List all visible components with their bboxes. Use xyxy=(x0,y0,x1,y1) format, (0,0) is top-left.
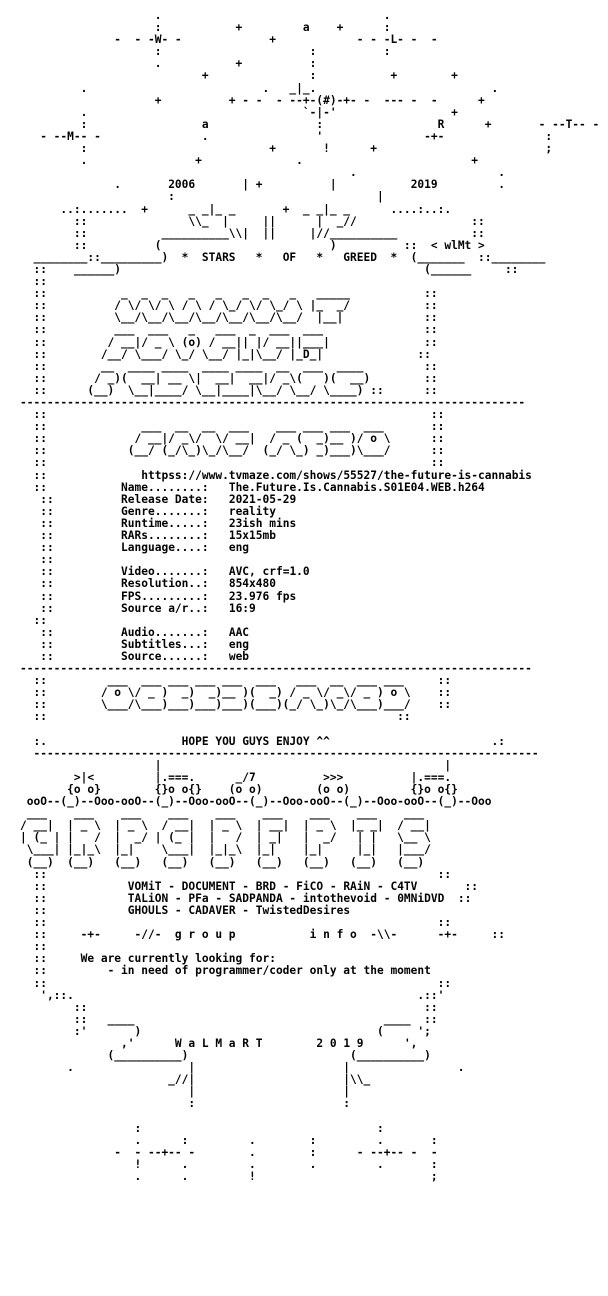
footer-name: W a L M a R T xyxy=(174,1036,263,1050)
release-name: The.Future.Is.Cannabis.S01E04.WEB.h264 xyxy=(228,480,485,494)
info-block: :: xyxy=(20,480,122,494)
source-ar: 16:9 xyxy=(228,601,256,615)
rule: ---------------------------------------------------------------------------- xyxy=(20,662,532,676)
subtitles: eng xyxy=(228,637,250,651)
logo-walmart: :: _ _ _ _ _ _ _ _ _____ :: :: / \/ \/ \ / \ / \_/ \/ \_/ \ |_ _/ :: :: \__/\__/\__/\__/\__/\__/\__/ |__| :: :: ___ ___ _ ___ _ ___ ___ :: :: / __|/ _ \ (o) / __|| |/ __||___| :: :: /__/ \___/ \_/ \__/ |_|\__/ |_D_| :: :: __ ____ ____ ____ ____ __ ___ ____ :: :: / _)( __| __ \| __| __|/ _\( )( __) :: :: (__) \__|____/ \__|____|\__/ \__/ \____) :: :: xyxy=(33,287,438,397)
group-info-label: g r o u p i n f o xyxy=(174,928,357,942)
logo-grgrfts: ___ ___ ___ ___ ___ ___ ___ ___ ___ / __| | _ \ | _ \ / __| | _ \ | __| | _ \ |_ _| / __| | (_ | | / | _/ | (_ | | / | _| | _/ | | \__ \ \___| |_|_\ |_| \___| |_|_\ |_| |_| |_| |___/ (__) (__) (__) (__) (__) (__) (__) (__) (__) xyxy=(20,807,431,869)
logo-greets-top: :: ___ ___ ___ ___ ___ ___ ___ __ ___ ___ :: :: / o \/ _ ) _) _)__ )( _) / _ \/ _\/ _ ) o \ :: :: \___/\___)___)___)___)(___)(_/ \_)\_/\___)___/ :: :: :: xyxy=(33,674,452,724)
tag-label: < wlMt > xyxy=(430,238,485,252)
recruit-line: - in need of programmer/coder only at the moment xyxy=(107,964,431,978)
starfield-top: . . : + a + : - - -W- - + - - -L- - - : : : . + : + : + + . . _|_. . + + - - - --+-(#)-+- - --- - - + . `-|-' + : a : R + - --T-- - - --M-- - . ' -+- : : + ! + ; . + . + . . xyxy=(40,10,600,180)
greets-line-3: GHOULS - CADAVER - TwistedDesires xyxy=(127,903,351,917)
nfo-art: . . : + a + : - - -W- - + - - -L- - - : : : . + : + : + + . . _|_. . + + - - - --+-(#)-+- - --- - - + . `-|-' + : a : R + - --T-- - - --M-- - . ' -+- : : + ! + ; . + . + . . . 2006 | + | 2019 . : | ..:....... + _ _|_ _ + _ _|_ _ ....:..:. :: \\_ | || | _// :: :: __________\\| || |//__________ :: :: ( ) :: < wlMt > ________::_________) * STARS * OF * GREED * (_______ ::________ :: ______) (______ :: :: :: _ _ _ _ _ _ _ _ _____ :: :: / \/ \/ \ / \ / \_/ \/ \_/ \ |_ _/ :: :: \__/\__/\__/\__/\__/\__/\__/ |__| :: :: ___ ___ _ ___ _ ___ ___ :: :: / __|/ _ \ (o) / __|| |/ __||___| :: :: /__/ \___/ \_/ \__/ |_|\__/ |_D_| :: :: __ ____ ____ ____ ____ __ ___ ____ :: :: / _)( __| __ \| __| __|/ _\( )( __) :: :: (__) \__|____/ \__|____|\__/ \__/ \____) :: :: --------------------------------------------------------------------------- :: :: :: ___ __ __ ___ ___ ___ ___ ___ :: :: / __|/ _\/ \/ __| / _ ( _)__ )/ o \ :: :: (__/ (_/\_)\_/\__/ (_/ \_) _)___)\___/ :: :: :: :: httpss://www.tvmaze.com/shows/55527/the-future-is-cannabis :: Name........: The.Future.Is.Cannabis.S01E04.WEB.h264 :: Release Date: 2021-05-29 :: Genre.......: reality :: Runtime.....: 23ish mins :: RARs........: 15x15mb :: Language....: eng :: :: Video.......: AVC, crf=1.0 :: Resolution..: 854x480 :: FPS.........: 23.976 fps :: Source a/r..: 16:9 :: :: Audio.......: AAC :: Subtitles...: eng :: Source......: web ---------------------------------------------------------------------------- :: ___ ___ ___ ___ ___ ___ ___ __ ___ ___ :: :: / o \/ _ ) _) _)__ )( _) / _ \/ _\/ _ ) o \ :: :: \___/\___)___)___)___)(___)(_/ \_)\_/\___)___/ :: :: :: :. HOPE YOU GUYS ENJOY ^^ .: --------------------------------------------------------------------------- | | >|< |.===. _/7 >>> |.===. {o o} {}o o{} (o o) (o o) {}o o{} ooO--(_)--Ooo-ooO--(_)--Ooo-ooO--(_)--Ooo-ooO--(_)--Ooo-ooO--(_)--Ooo ___ ___ ___ ___ ___ ___ ___ ___ ___ / __| | _ \ | _ \ / __| | _ \ | __| | _ \ |_ _| / __| | (_ | | / | _/ | (_ | | / | _| | _/ | | \__ \ \___| |_|_\ |_| \___| |_|_\ |_| |_| |_| |___/ (__) (__) (__) (__) (__) (__) (__) (__) (__) :: :: :: VOMiT - DOCUMENT - BRD - FiCO - RAiN - C4TV :: :: TALiON - PFa - SADPANDA - intothevoid - 0MNiDVD :: :: GHOULS - CADAVER - TwistedDesires :: :: :: -+- -//- g r o u p i n f o -\\- -+- :: :: :: We are currently looking for: :: - in need of programmer/coder only at the moment :: :: ',::. .::' :: :: :: ____ ____ :: :' ) ( '; ,' W a L M a R T 2 0 1 9 ', (__________) (__________) . | | . _//| |\\_ | | : : : : . : . : . : - - --+-- - . : - --+-- - - ! . . . . : . . ! ; xyxy=(20,10,600,1183)
greets-line-2: TALiON - PFa - SADPANDA - intothevoid - 0MNiDVD xyxy=(127,891,445,905)
starfield-bottom: : : . : . : . : - - --+-- - . : - --+-- - - ! . . . . : . . ! ; xyxy=(114,1121,438,1183)
language: eng xyxy=(228,541,250,555)
audio: AAC xyxy=(228,625,250,639)
show-url: httpss://www.tvmaze.com/shows/55527/the-future-is-cannabis xyxy=(141,468,532,482)
year-start: 2006 xyxy=(168,178,196,192)
rule: --------------------------------------------------------------------------- xyxy=(20,396,526,409)
video: AVC, crf=1.0 xyxy=(228,565,310,579)
enjoy-text: HOPE YOU GUYS ENJOY ^^ xyxy=(181,734,330,748)
recruit-title: We are currently looking for: xyxy=(80,952,276,966)
year-bars: . xyxy=(20,178,169,192)
rars: 15x15mb xyxy=(228,529,276,543)
logo-sog: :: :: :: ___ __ __ ___ ___ ___ ___ ___ :: :: / __|/ _\/ \/ __| / _ ( _)__ )/ o \ :: :: (__/ (_/\_)\_/\__/ (_/ \_) _)___)\___/ :: :: :: xyxy=(33,408,445,470)
year-end: 2019 xyxy=(410,178,438,192)
fps: 23.976 fps xyxy=(228,589,297,603)
greets-line-1: VOMiT - DOCUMENT - BRD - FiCO - RAiN - C4TV xyxy=(127,879,418,893)
frame-top: ________::_________) xyxy=(20,250,182,264)
source: web xyxy=(228,649,250,663)
resolution: 854x480 xyxy=(228,577,276,591)
greets-block: :: :: :: xyxy=(33,867,452,893)
runtime: 23ish mins xyxy=(228,516,297,530)
release-date: 2021-05-29 xyxy=(228,492,297,506)
url-line: :: xyxy=(20,468,142,482)
footer-year: 2 0 1 9 xyxy=(316,1036,364,1050)
enjoy-line: :. xyxy=(20,734,182,748)
genre: reality xyxy=(228,504,276,518)
group-banner: * STARS * OF * GREED * xyxy=(181,250,398,264)
ooo-divider: | | >|< |.===. _/7 >>> |.===. {o o} {}o o{} (o o) (o o) {}o o{} ooO--(_)--Ooo-ooO--(_)--Ooo-ooO--(_)--Ooo-ooO--(_)--Ooo-ooO--(_)--Ooo xyxy=(26,758,492,809)
